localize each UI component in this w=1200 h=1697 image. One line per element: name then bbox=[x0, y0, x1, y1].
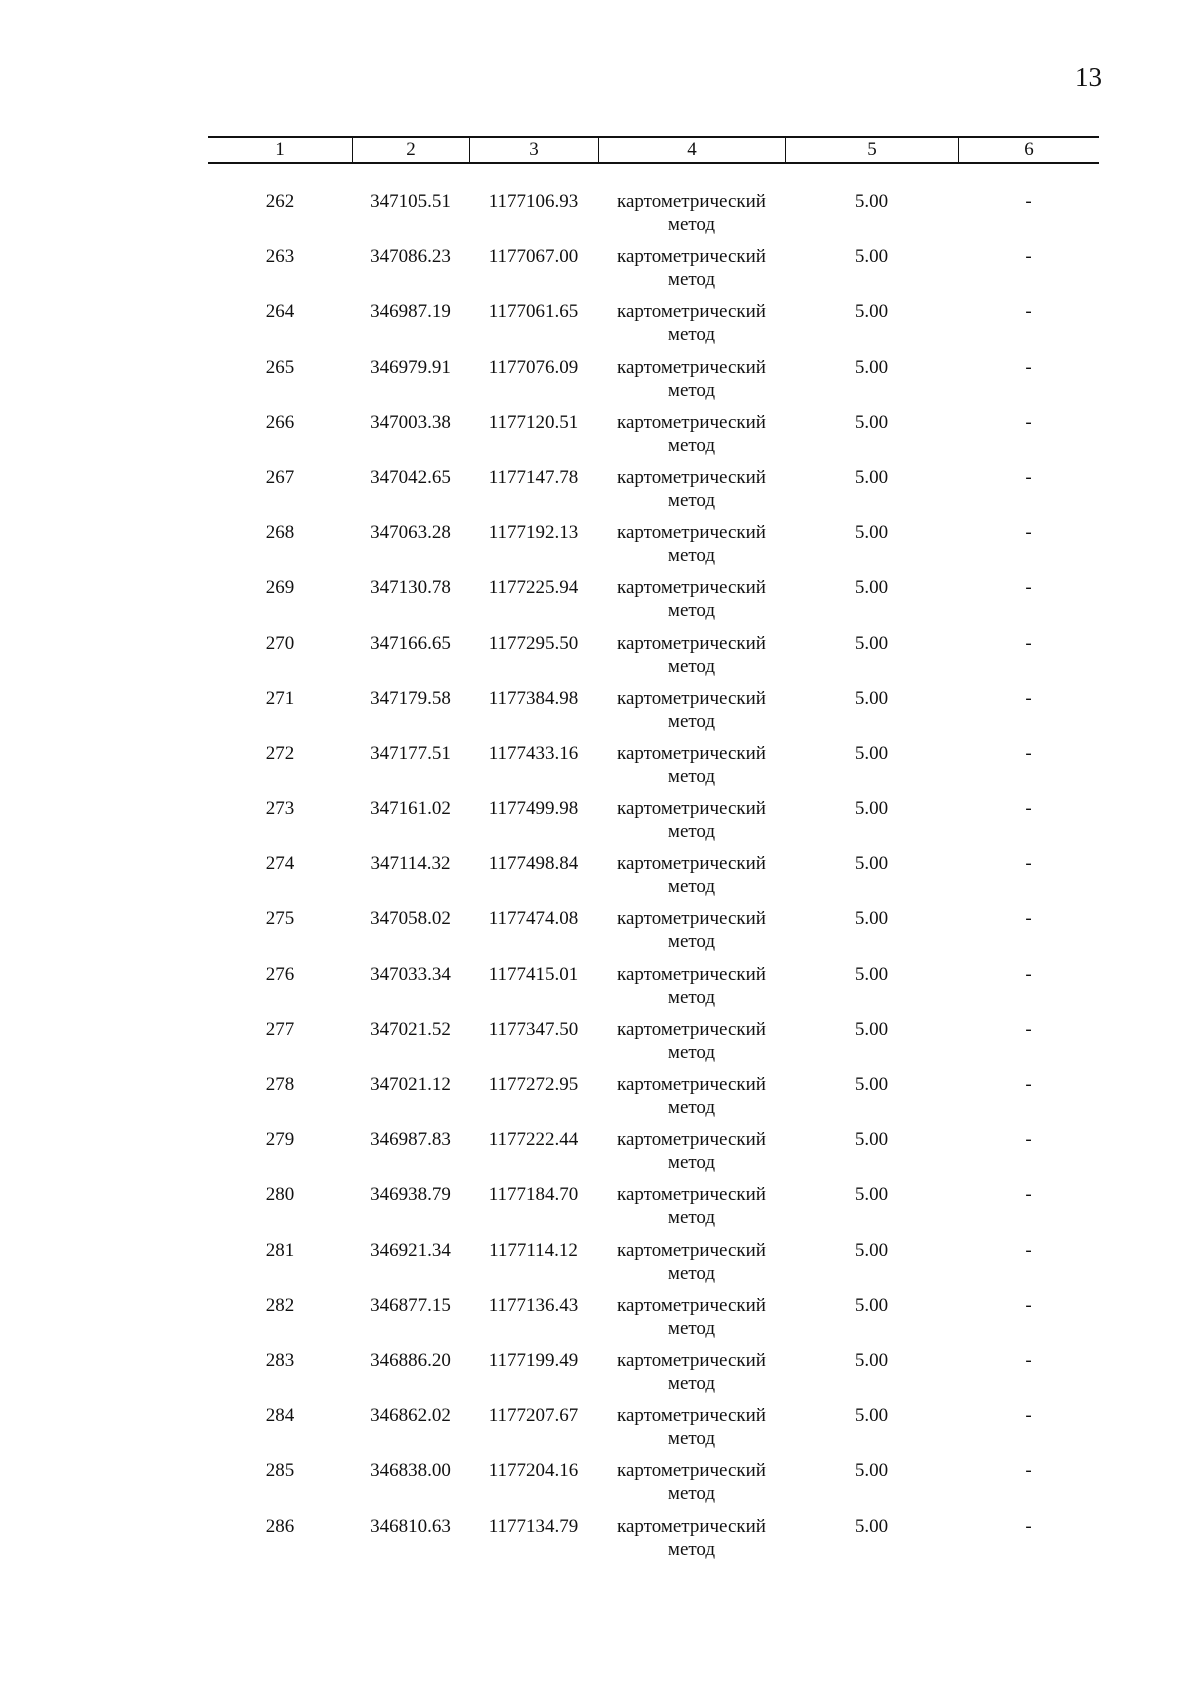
cell-method bbox=[598, 521, 785, 567]
method-line: картометрический bbox=[617, 577, 766, 599]
cell-coord-y: 1177136.43 bbox=[488, 1294, 579, 1316]
method-line: метод bbox=[667, 545, 716, 567]
method-line: картометрический bbox=[617, 522, 766, 544]
table-row bbox=[208, 1349, 1099, 1404]
method-line: картометрический bbox=[617, 908, 766, 930]
cell-note: - bbox=[1025, 246, 1032, 268]
cell-coord-y: 1177499.98 bbox=[488, 798, 579, 820]
table-header bbox=[208, 136, 1099, 164]
cell-coord-x: 347114.32 bbox=[370, 853, 451, 875]
table-row bbox=[208, 632, 1099, 687]
cell-coord-x: 347021.52 bbox=[370, 1018, 451, 1040]
cell-coord-y: 1177295.50 bbox=[488, 632, 579, 654]
cell-coord-x: 346810.63 bbox=[370, 1515, 451, 1537]
cell-coord-x: 347042.65 bbox=[370, 466, 451, 488]
cell-coord-x: 347003.38 bbox=[370, 411, 451, 433]
cell-coord-x: 346987.83 bbox=[370, 1129, 451, 1151]
table-row bbox=[208, 742, 1099, 797]
cell-note: - bbox=[1025, 908, 1032, 930]
cell-point-number: 264 bbox=[265, 301, 295, 323]
method-line: картометрический bbox=[617, 742, 766, 764]
cell-coord-y: 1177474.08 bbox=[488, 908, 579, 930]
cell-coord-y: 1177184.70 bbox=[488, 1184, 579, 1206]
cell-point-number: 269 bbox=[265, 577, 295, 599]
table-row bbox=[208, 411, 1099, 466]
cell-coord-x: 346838.00 bbox=[370, 1460, 451, 1482]
cell-accuracy: 5.00 bbox=[854, 411, 889, 433]
page-number: 13 bbox=[1075, 62, 1102, 92]
cell-note: - bbox=[1025, 301, 1032, 323]
cell-note: - bbox=[1025, 191, 1032, 212]
cell-note: - bbox=[1025, 1239, 1032, 1261]
cell-accuracy: 5.00 bbox=[854, 1018, 889, 1040]
table-row bbox=[208, 521, 1099, 576]
cell-method bbox=[598, 245, 785, 291]
cell-method bbox=[598, 300, 785, 346]
cell-point-number: 273 bbox=[265, 798, 295, 820]
cell-accuracy: 5.00 bbox=[854, 1460, 889, 1482]
cell-note: - bbox=[1025, 1460, 1032, 1482]
cell-accuracy: 5.00 bbox=[854, 1294, 889, 1316]
cell-point-number: 277 bbox=[265, 1018, 295, 1040]
table-row bbox=[208, 356, 1099, 411]
cell-coord-x: 346862.02 bbox=[370, 1405, 451, 1427]
cell-point-number: 267 bbox=[265, 466, 295, 488]
cell-point-number: 262 bbox=[265, 191, 295, 212]
cell-accuracy: 5.00 bbox=[854, 301, 889, 323]
cell-method bbox=[598, 1349, 785, 1395]
cell-point-number: 263 bbox=[265, 246, 295, 268]
cell-note: - bbox=[1025, 1405, 1032, 1427]
cell-coord-y: 1177415.01 bbox=[488, 963, 579, 985]
cell-method bbox=[598, 411, 785, 457]
cell-note: - bbox=[1025, 798, 1032, 820]
cell-coord-x: 347021.12 bbox=[370, 1074, 451, 1095]
cell-note: - bbox=[1025, 522, 1032, 544]
cell-method bbox=[598, 1018, 785, 1064]
cell-coord-y: 1177114.12 bbox=[489, 1239, 578, 1261]
method-line: картометрический bbox=[617, 1349, 766, 1371]
cell-method bbox=[598, 963, 785, 1009]
cell-point-number: 278 bbox=[265, 1074, 295, 1095]
cell-method bbox=[598, 1128, 785, 1174]
cell-coord-x: 347130.78 bbox=[370, 577, 451, 599]
cell-note: - bbox=[1025, 1018, 1032, 1040]
table-row bbox=[208, 1018, 1099, 1073]
method-line: метод bbox=[667, 269, 716, 291]
cell-note: - bbox=[1025, 577, 1032, 599]
cell-note: - bbox=[1025, 1349, 1032, 1371]
cell-method bbox=[598, 852, 785, 898]
table-row bbox=[208, 907, 1099, 962]
cell-point-number: 270 bbox=[265, 632, 295, 654]
method-line: метод bbox=[667, 765, 716, 787]
method-line: картометрический bbox=[617, 1405, 766, 1427]
method-line: метод bbox=[667, 1483, 716, 1505]
cell-point-number: 265 bbox=[265, 356, 295, 378]
method-line: метод bbox=[667, 1041, 716, 1063]
method-line: метод bbox=[667, 1262, 716, 1284]
cell-method bbox=[598, 1459, 785, 1505]
method-line: картометрический bbox=[617, 853, 766, 875]
header-cell-1: 1 bbox=[275, 139, 285, 160]
cell-accuracy: 5.00 bbox=[854, 963, 889, 985]
table-row bbox=[208, 1128, 1099, 1183]
cell-accuracy: 5.00 bbox=[854, 191, 889, 212]
method-line: картометрический bbox=[617, 411, 766, 433]
cell-accuracy: 5.00 bbox=[854, 1405, 889, 1427]
cell-accuracy: 5.00 bbox=[854, 1184, 889, 1206]
cell-coord-x: 347086.23 bbox=[370, 246, 451, 268]
cell-method bbox=[598, 1239, 785, 1285]
cell-point-number: 279 bbox=[265, 1129, 295, 1151]
method-line: метод bbox=[667, 821, 716, 843]
method-line: метод bbox=[667, 1207, 716, 1229]
cell-coord-x: 347063.28 bbox=[370, 522, 451, 544]
cell-note: - bbox=[1025, 687, 1032, 709]
cell-accuracy: 5.00 bbox=[854, 742, 889, 764]
cell-method bbox=[598, 687, 785, 733]
cell-note: - bbox=[1025, 466, 1032, 488]
method-line: метод bbox=[667, 710, 716, 732]
cell-coord-x: 346979.91 bbox=[370, 356, 451, 378]
cell-accuracy: 5.00 bbox=[854, 577, 889, 599]
method-line: метод bbox=[667, 1097, 716, 1118]
cell-note: - bbox=[1025, 1294, 1032, 1316]
method-line: картометрический bbox=[617, 1074, 766, 1095]
cell-point-number: 274 bbox=[265, 853, 295, 875]
table-row bbox=[208, 1294, 1099, 1349]
method-line: метод bbox=[667, 986, 716, 1008]
cell-coord-x: 347161.02 bbox=[370, 798, 451, 820]
cell-coord-y: 1177106.93 bbox=[488, 191, 579, 212]
cell-point-number: 266 bbox=[265, 411, 295, 433]
cell-coord-y: 1177076.09 bbox=[488, 356, 579, 378]
method-line: метод bbox=[667, 324, 716, 346]
method-line: картометрический bbox=[617, 1184, 766, 1206]
cell-point-number: 275 bbox=[265, 908, 295, 930]
header-cell-4: 4 bbox=[598, 138, 785, 162]
method-line: метод bbox=[667, 655, 716, 677]
table-row bbox=[208, 1073, 1099, 1128]
method-line: картометрический bbox=[617, 301, 766, 323]
cell-note: - bbox=[1025, 1074, 1032, 1095]
method-line: метод bbox=[667, 1372, 716, 1394]
cell-point-number: 272 bbox=[265, 742, 295, 764]
method-line: картометрический bbox=[617, 1239, 766, 1261]
table-row bbox=[208, 687, 1099, 742]
cell-point-number: 271 bbox=[265, 687, 295, 709]
cell-note: - bbox=[1025, 963, 1032, 985]
cell-coord-x: 346938.79 bbox=[370, 1184, 451, 1206]
header-cell-2: 2 bbox=[352, 138, 469, 162]
method-line: метод bbox=[667, 876, 716, 898]
cell-method bbox=[598, 576, 785, 622]
cell-coord-x: 347166.65 bbox=[370, 632, 451, 654]
cell-coord-x: 347105.51 bbox=[370, 191, 451, 212]
table-row bbox=[208, 1459, 1099, 1514]
cell-coord-y: 1177433.16 bbox=[488, 742, 579, 764]
table-row bbox=[208, 245, 1099, 300]
cell-coord-y: 1177067.00 bbox=[488, 246, 579, 268]
method-line: метод bbox=[667, 1428, 716, 1450]
cell-note: - bbox=[1025, 632, 1032, 654]
cell-accuracy: 5.00 bbox=[854, 522, 889, 544]
method-line: картометрический bbox=[617, 1129, 766, 1151]
method-line: картометрический bbox=[617, 356, 766, 378]
cell-coord-y: 1177384.98 bbox=[488, 687, 579, 709]
method-line: картометрический bbox=[617, 1294, 766, 1316]
cell-coord-x: 347177.51 bbox=[370, 742, 451, 764]
cell-note: - bbox=[1025, 1129, 1032, 1151]
table-row bbox=[208, 963, 1099, 1018]
cell-note: - bbox=[1025, 742, 1032, 764]
cell-coord-x: 347033.34 bbox=[370, 963, 451, 985]
cell-note: - bbox=[1025, 356, 1032, 378]
cell-method bbox=[598, 742, 785, 788]
cell-method bbox=[598, 466, 785, 512]
cell-coord-y: 1177272.95 bbox=[488, 1074, 579, 1095]
cell-accuracy: 5.00 bbox=[854, 632, 889, 654]
cell-coord-y: 1177225.94 bbox=[488, 577, 579, 599]
method-line: метод bbox=[667, 434, 716, 456]
cell-coord-y: 1177147.78 bbox=[488, 466, 579, 488]
table-row bbox=[208, 852, 1099, 907]
table-row bbox=[208, 1404, 1099, 1459]
method-line: картометрический bbox=[617, 687, 766, 709]
cell-accuracy: 5.00 bbox=[854, 1349, 889, 1371]
table-row bbox=[208, 1515, 1099, 1570]
method-line: картометрический bbox=[617, 1460, 766, 1482]
cell-point-number: 285 bbox=[265, 1460, 295, 1482]
cell-point-number: 282 bbox=[265, 1294, 295, 1316]
cell-accuracy: 5.00 bbox=[854, 1515, 889, 1537]
method-line: картометрический bbox=[617, 466, 766, 488]
cell-coord-y: 1177347.50 bbox=[488, 1018, 579, 1040]
cell-coord-y: 1177199.49 bbox=[488, 1349, 579, 1371]
cell-method bbox=[598, 632, 785, 678]
cell-accuracy: 5.00 bbox=[854, 1074, 889, 1095]
method-line: картометрический bbox=[617, 246, 766, 268]
method-line: метод bbox=[667, 1152, 716, 1174]
cell-coord-y: 1177134.79 bbox=[488, 1515, 579, 1537]
cell-method bbox=[598, 1515, 785, 1561]
table-row bbox=[208, 1239, 1099, 1294]
method-line: метод bbox=[667, 600, 716, 622]
cell-coord-x: 346987.19 bbox=[370, 301, 451, 323]
cell-note: - bbox=[1025, 1184, 1032, 1206]
cell-point-number: 280 bbox=[265, 1184, 295, 1206]
cell-coord-x: 347179.58 bbox=[370, 687, 451, 709]
cell-method bbox=[598, 1183, 785, 1229]
cell-coord-x: 347058.02 bbox=[370, 908, 451, 930]
table-body bbox=[208, 190, 1099, 1570]
cell-point-number: 281 bbox=[265, 1239, 295, 1261]
cell-point-number: 268 bbox=[265, 522, 295, 544]
cell-point-number: 284 bbox=[265, 1405, 295, 1427]
table-row bbox=[208, 1183, 1099, 1238]
method-line: картометрический bbox=[617, 963, 766, 985]
cell-coord-y: 1177192.13 bbox=[488, 522, 579, 544]
cell-method bbox=[598, 907, 785, 953]
cell-coord-y: 1177222.44 bbox=[488, 1129, 579, 1151]
header-cell-6: 6 bbox=[958, 138, 1099, 162]
table-row bbox=[208, 190, 1099, 245]
cell-coord-y: 1177120.51 bbox=[488, 411, 579, 433]
table-row bbox=[208, 576, 1099, 631]
cell-accuracy: 5.00 bbox=[854, 687, 889, 709]
method-line: картометрический bbox=[617, 191, 766, 212]
cell-note: - bbox=[1025, 411, 1032, 433]
cell-accuracy: 5.00 bbox=[854, 356, 889, 378]
cell-coord-y: 1177207.67 bbox=[488, 1405, 579, 1427]
cell-accuracy: 5.00 bbox=[854, 798, 889, 820]
cell-note: - bbox=[1025, 853, 1032, 875]
cell-coord-y: 1177061.65 bbox=[488, 301, 579, 323]
cell-point-number: 286 bbox=[265, 1515, 295, 1537]
table-row bbox=[208, 797, 1099, 852]
method-line: метод bbox=[667, 379, 716, 401]
cell-accuracy: 5.00 bbox=[854, 1239, 889, 1261]
method-line: метод bbox=[667, 489, 716, 511]
method-line: метод bbox=[667, 1538, 716, 1560]
method-line: картометрический bbox=[617, 1515, 766, 1537]
header-cell-3: 3 bbox=[469, 138, 598, 162]
cell-coord-x: 346877.15 bbox=[370, 1294, 451, 1316]
cell-accuracy: 5.00 bbox=[854, 246, 889, 268]
method-line: картометрический bbox=[617, 1018, 766, 1040]
method-line: картометрический bbox=[617, 798, 766, 820]
method-line: картометрический bbox=[617, 632, 766, 654]
cell-coord-x: 346921.34 bbox=[370, 1239, 451, 1261]
cell-coord-y: 1177498.84 bbox=[488, 853, 579, 875]
cell-method bbox=[598, 1073, 785, 1119]
cell-point-number: 283 bbox=[265, 1349, 295, 1371]
cell-method bbox=[598, 1404, 785, 1450]
cell-accuracy: 5.00 bbox=[854, 853, 889, 875]
cell-method bbox=[598, 356, 785, 402]
cell-coord-x: 346886.20 bbox=[370, 1349, 451, 1371]
table-row bbox=[208, 300, 1099, 355]
cell-accuracy: 5.00 bbox=[854, 466, 889, 488]
cell-note: - bbox=[1025, 1515, 1032, 1537]
cell-method bbox=[598, 190, 785, 236]
method-line: метод bbox=[667, 931, 716, 953]
cell-accuracy: 5.00 bbox=[854, 908, 889, 930]
cell-method bbox=[598, 797, 785, 843]
method-line: метод bbox=[667, 1317, 716, 1339]
cell-point-number: 276 bbox=[265, 963, 295, 985]
table-row bbox=[208, 466, 1099, 521]
method-line: метод bbox=[667, 214, 716, 235]
cell-method bbox=[598, 1294, 785, 1340]
cell-accuracy: 5.00 bbox=[854, 1129, 889, 1151]
cell-coord-y: 1177204.16 bbox=[488, 1460, 579, 1482]
header-cell-5: 5 bbox=[785, 138, 958, 162]
